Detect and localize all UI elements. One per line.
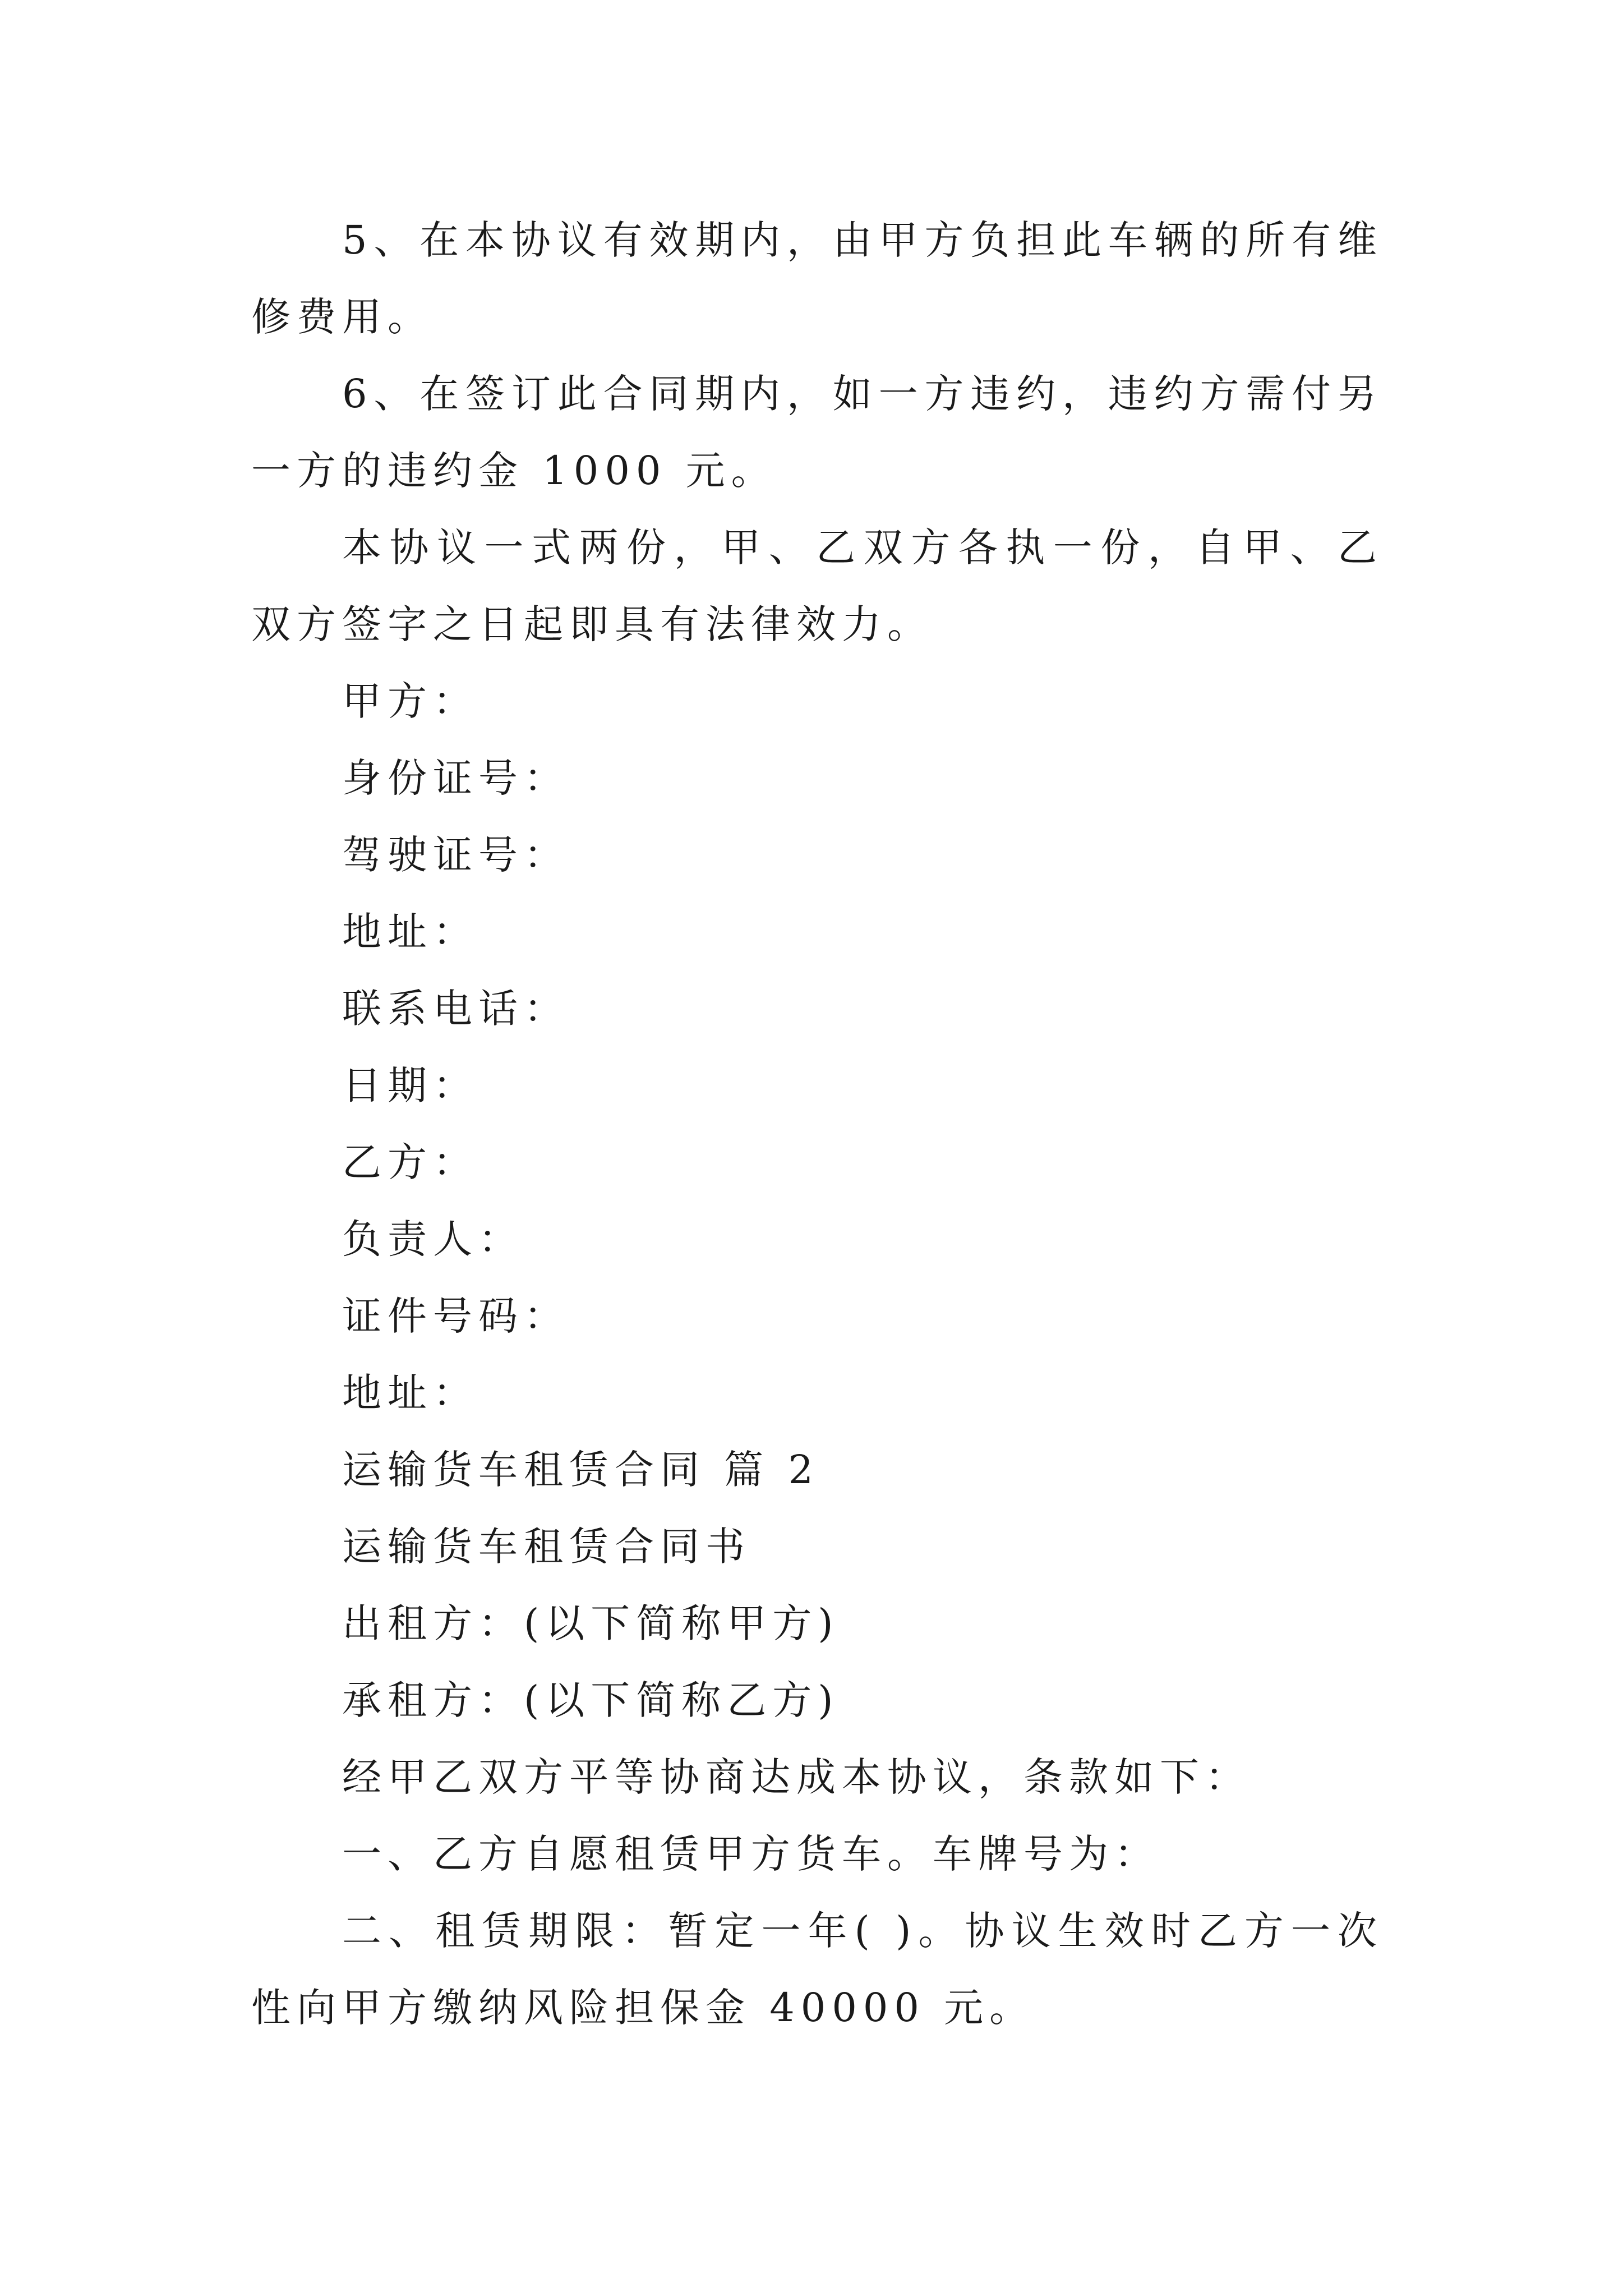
party-a-date: 日期： — [342, 1062, 478, 1108]
party-b-address: 地址： — [342, 1370, 478, 1416]
clause-5-paragraph: 5、在本协议有效期内，由甲方负担此车辆的所有维修费用。 — [251, 217, 1383, 340]
party-a-address: 地址： — [342, 909, 478, 955]
party-a-label: 甲方： — [342, 678, 478, 724]
party-b-person-in-charge: 负责人： — [342, 1216, 524, 1262]
lessor-line: 出租方：(以下简称甲方) — [342, 1600, 840, 1646]
section-2-subheading: 运输货车租赁合同书 — [342, 1524, 751, 1570]
party-a-license-number: 驾驶证号： — [342, 832, 569, 878]
party-a-id-number: 身份证号： — [342, 755, 569, 801]
validity-paragraph: 本协议一式两份，甲、乙双方各执一份，自甲、乙双方签字之日起即具有法律效力。 — [251, 524, 1383, 647]
section-2-heading: 运输货车租赁合同 篇 2 — [342, 1447, 820, 1493]
party-b-label: 乙方： — [342, 1139, 478, 1185]
clause-2-paragraph: 二、租赁期限：暂定一年( )。协议生效时乙方一次性向甲方缴纳风险担保金 40000 元。 — [251, 1908, 1383, 2031]
clause-1-line: 一、乙方自愿租赁甲方货车。车牌号为： — [342, 1831, 1160, 1877]
party-b-cert-number: 证件号码： — [342, 1293, 569, 1339]
agreement-intro: 经甲乙双方平等协商达成本协议，条款如下： — [342, 1754, 1251, 1800]
party-a-phone: 联系电话： — [342, 986, 569, 1032]
lessee-line: 承租方：(以下简称乙方) — [342, 1677, 840, 1723]
clause-6-paragraph: 6、在签订此合同期内，如一方违约，违约方需付另一方的违约金 1000 元。 — [251, 371, 1383, 494]
document-body — [251, 202, 1383, 2046]
